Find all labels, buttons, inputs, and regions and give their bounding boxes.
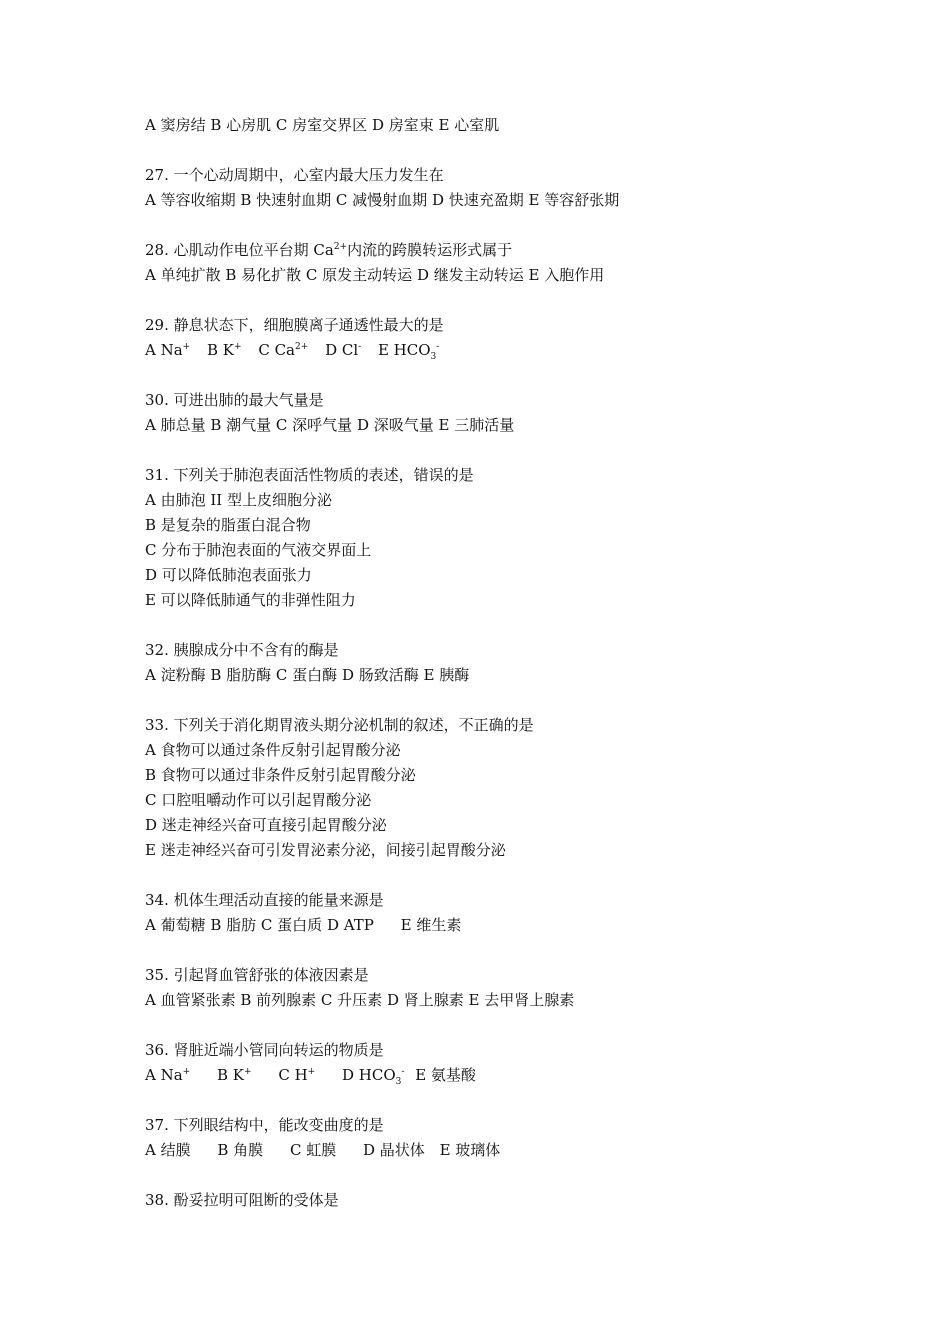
q36-option-e: E 氨基酸 <box>415 1066 476 1084</box>
q37-stem: 37. 下列眼结构中，能改变曲度的是 <box>145 1116 384 1134</box>
q29-option-b: B K+ <box>207 341 242 359</box>
q33-option-c: C 口腔咀嚼动作可以引起胃酸分泌 <box>145 791 372 809</box>
q33-option-b: B 食物可以通过非条件反射引起胃酸分泌 <box>145 766 416 784</box>
q29-option-c: C $Ca^{2+}$ <box>258 341 309 359</box>
q37-option-a: A 结膜 <box>145 1141 191 1159</box>
q37-option-d: D 晶状体 <box>363 1141 425 1159</box>
q34-options <box>145 913 905 938</box>
q36-option-d: D $HCO_3^-$ <box>341 1066 405 1087</box>
q34-option-e: E 维生素 <box>400 916 462 934</box>
q37-option-c: C 虹膜 <box>289 1141 337 1159</box>
q27-stem: 27. 一个心动周期中，心室内最大压力发生在 <box>145 166 444 184</box>
q29-options <box>145 338 905 363</box>
q36-stem: 36. 肾脏近端小管同向转运的物质是 <box>145 1041 384 1059</box>
q31-option-b: B 是复杂的脂蛋白混合物 <box>145 516 311 534</box>
q35-options: A 血管紧张素 B 前列腺素 C 升压素 D 肾上腺素 E 去甲肾上腺素 <box>145 991 575 1009</box>
q27-options: A 等容收缩期 B 快速射血期 C 减慢射血期 D 快速充盈期 E 等容舒张期 <box>145 191 620 209</box>
exam-content <box>145 113 905 1213</box>
q29-stem: 29. 静息状态下，细胞膜离子通透性最大的是 <box>145 316 444 334</box>
q28-stem <box>145 238 905 263</box>
q31-option-d: D 可以降低肺泡表面张力 <box>145 566 312 584</box>
q33-option-a: A 食物可以通过条件反射引起胃酸分泌 <box>145 741 401 759</box>
q32-stem: 32. 胰腺成分中不含有的酶是 <box>145 641 339 659</box>
q34-options-a-d: A 葡萄糖 B 脂肪 C 蛋白质 D ATP <box>145 916 374 934</box>
q29-option-d: D Cl- <box>325 341 362 359</box>
q30-options: A 肺总量 B 潮气量 C 深呼气量 D 深吸气量 E 三肺活量 <box>145 416 515 434</box>
q31-option-a: A 由肺泡 II 型上皮细胞分泌 <box>145 491 332 509</box>
q37-option-e: E 玻璃体 <box>439 1141 501 1159</box>
q36-option-c: C H+ <box>278 1066 316 1084</box>
q31-option-e: E 可以降低肺通气的非弹性阻力 <box>145 591 356 609</box>
q28-options: A 单纯扩散 B 易化扩散 C 原发主动转运 D 继发主动转运 E 入胞作用 <box>145 266 605 284</box>
q28-superscript: 2+ <box>333 242 348 252</box>
q28-stem-part2: 内流的跨膜转运形式属于 <box>347 241 513 259</box>
q30-stem: 30. 可进出肺的最大气量是 <box>145 391 324 409</box>
q29-option-a: A Na+ <box>145 341 191 359</box>
q33-option-e: E 迷走神经兴奋可引发胃泌素分泌，间接引起胃酸分泌 <box>145 841 506 859</box>
q26-options: A 窦房结 B 心房肌 C 房室交界区 D 房室束 E 心室肌 <box>145 116 500 134</box>
q35-stem: 35. 引起肾血管舒张的体液因素是 <box>145 966 369 984</box>
q36-option-b: B K+ <box>217 1066 252 1084</box>
q37-option-b: B 角膜 <box>217 1141 264 1159</box>
q36-option-a: A Na+ <box>145 1066 191 1084</box>
q31-option-c: C 分布于肺泡表面的气液交界面上 <box>145 541 372 559</box>
q28-stem-part1: 28. 心肌动作电位平台期 Ca <box>145 241 334 259</box>
q33-option-d: D 迷走神经兴奋可直接引起胃酸分泌 <box>145 816 387 834</box>
q33-stem: 33. 下列关于消化期胃液头期分泌机制的叙述，不正确的是 <box>145 716 534 734</box>
q38-stem: 38. 酚妥拉明可阻断的受体是 <box>145 1191 339 1209</box>
q37-options <box>145 1138 905 1163</box>
q34-stem: 34. 机体生理活动直接的能量来源是 <box>145 891 384 909</box>
q31-stem: 31. 下列关于肺泡表面活性物质的表述，错误的是 <box>145 466 474 484</box>
q29-option-e: E $HCO_3^-$ <box>377 341 440 362</box>
q36-options <box>145 1063 905 1088</box>
q32-options: A 淀粉酶 B 脂肪酶 C 蛋白酶 D 肠致活酶 E 胰酶 <box>145 666 470 684</box>
